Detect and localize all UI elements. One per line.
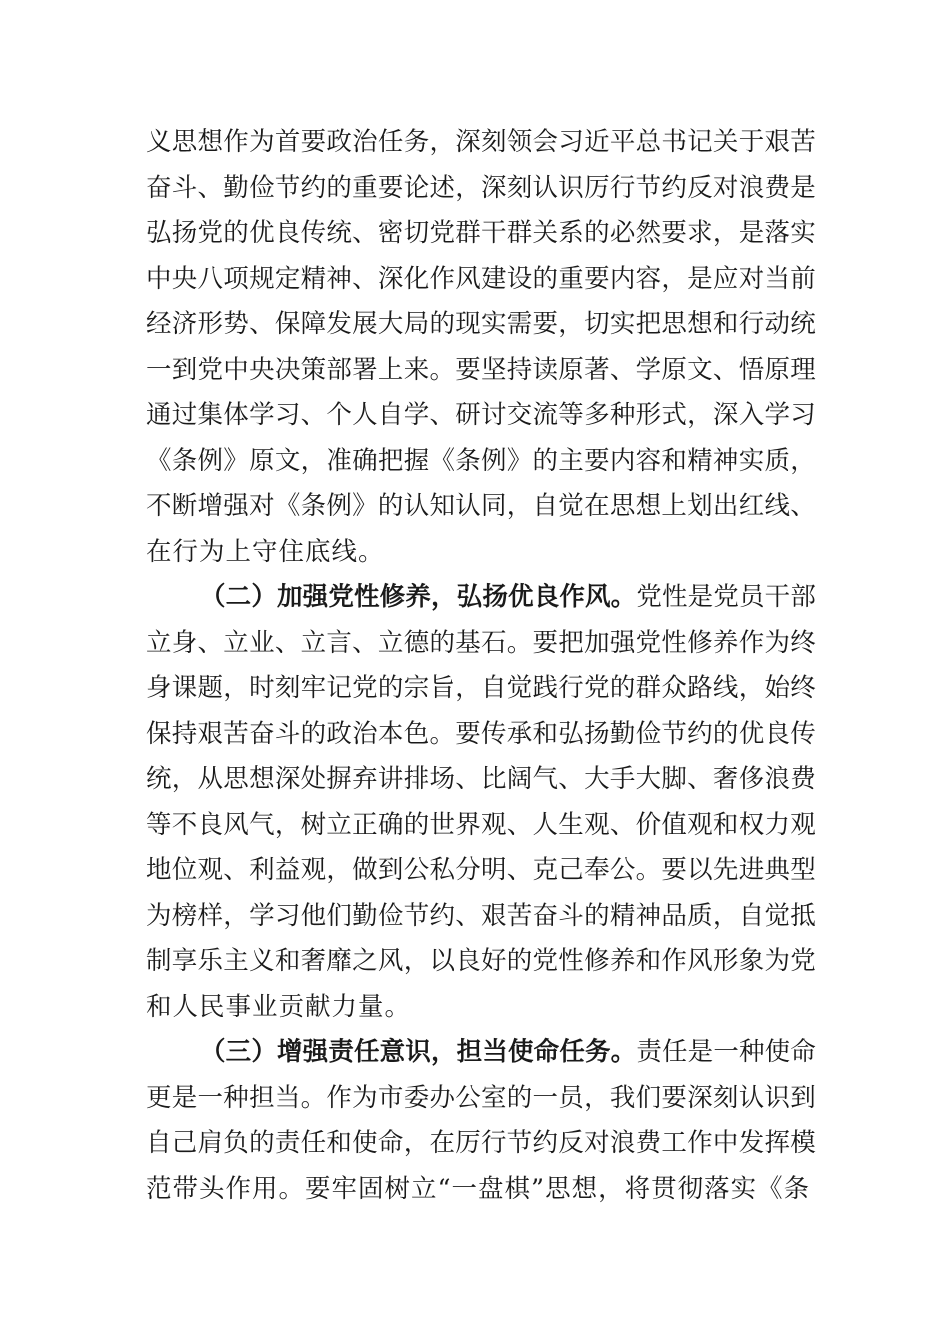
text-line: 弘扬党的优良传统、密切党群干群关系的必然要求，是落实 <box>146 218 817 248</box>
text-line: 通过集体学习、个人自学、研讨交流等多种形式，深入学习 <box>146 400 817 430</box>
body-text <box>146 120 816 1212</box>
text-line: 身课题，时刻牢记党的宗旨，自觉践行党的群众路线，始终 <box>146 673 817 703</box>
text-line: 中央八项规定精神、深化作风建设的重要内容，是应对当前 <box>146 263 817 294</box>
section-2-first-line <box>146 575 816 621</box>
text-line: 自己肩负的责任和使命，在厉行节约反对浪费工作中发挥模 <box>146 1128 817 1158</box>
text-line: 和人民事业贡献力量。 <box>146 991 412 1022</box>
text-line: 制享乐主义和奢靡之风，以良好的党性修养和作风形象为党 <box>146 946 817 976</box>
text-line: 一到党中央决策部署上来。要坚持读原著、学原文、悟原理 <box>146 354 817 385</box>
text-line: 义思想作为首要政治任务，深刻领会习近平总书记关于艰苦 <box>146 127 817 157</box>
section-3-lead: 责任是一种使命 <box>636 1037 817 1067</box>
text-line: 地位观、利益观，做到公私分明、克己奉公。要以先进典型 <box>146 855 817 885</box>
text-line: 奋斗、勤俭节约的重要论述，深刻认识厉行节约反对浪费是 <box>146 172 817 203</box>
text-line: 为榜样，学习他们勤俭节约、艰苦奋斗的精神品质，自觉抵 <box>146 900 817 931</box>
text-line: 经济形势、保障发展大局的现实需要，切实把思想和行动统 <box>146 309 817 339</box>
section-2-heading: （二）加强党性修养，弘扬优良作风。 <box>200 582 637 612</box>
text-line: 等不良风气，树立正确的世界观、人生观、价值观和权力观 <box>146 809 817 840</box>
text-line: 更是一种担当。作为市委办公室的一员，我们要深刻认识到 <box>146 1082 817 1113</box>
section-2-lead: 党性是党员干部 <box>636 582 817 612</box>
section-3-first-line <box>146 1030 816 1076</box>
text-line: 立身、立业、立言、立德的基石。要把加强党性修养作为终 <box>146 627 817 658</box>
text-line: 《条例》原文，准确把握《条例》的主要内容和精神实质， <box>146 445 817 476</box>
text-line: 范带头作用。要牢固树立“一盘棋”思想，将贯彻落实《条 <box>146 1173 811 1204</box>
text-line: 不断增强对《条例》的认知认同，自觉在思想上划出红线、 <box>146 491 817 521</box>
text-line: 在行为上守住底线。 <box>146 536 385 567</box>
text-line: 统，从思想深处摒弃讲排场、比阔气、大手大脚、奢侈浪费 <box>146 764 817 794</box>
section-3-heading: （三）增强责任意识，担当使命任务。 <box>200 1037 637 1067</box>
text-line: 保持艰苦奋斗的政治本色。要传承和弘扬勤俭节约的优良传 <box>146 718 817 749</box>
